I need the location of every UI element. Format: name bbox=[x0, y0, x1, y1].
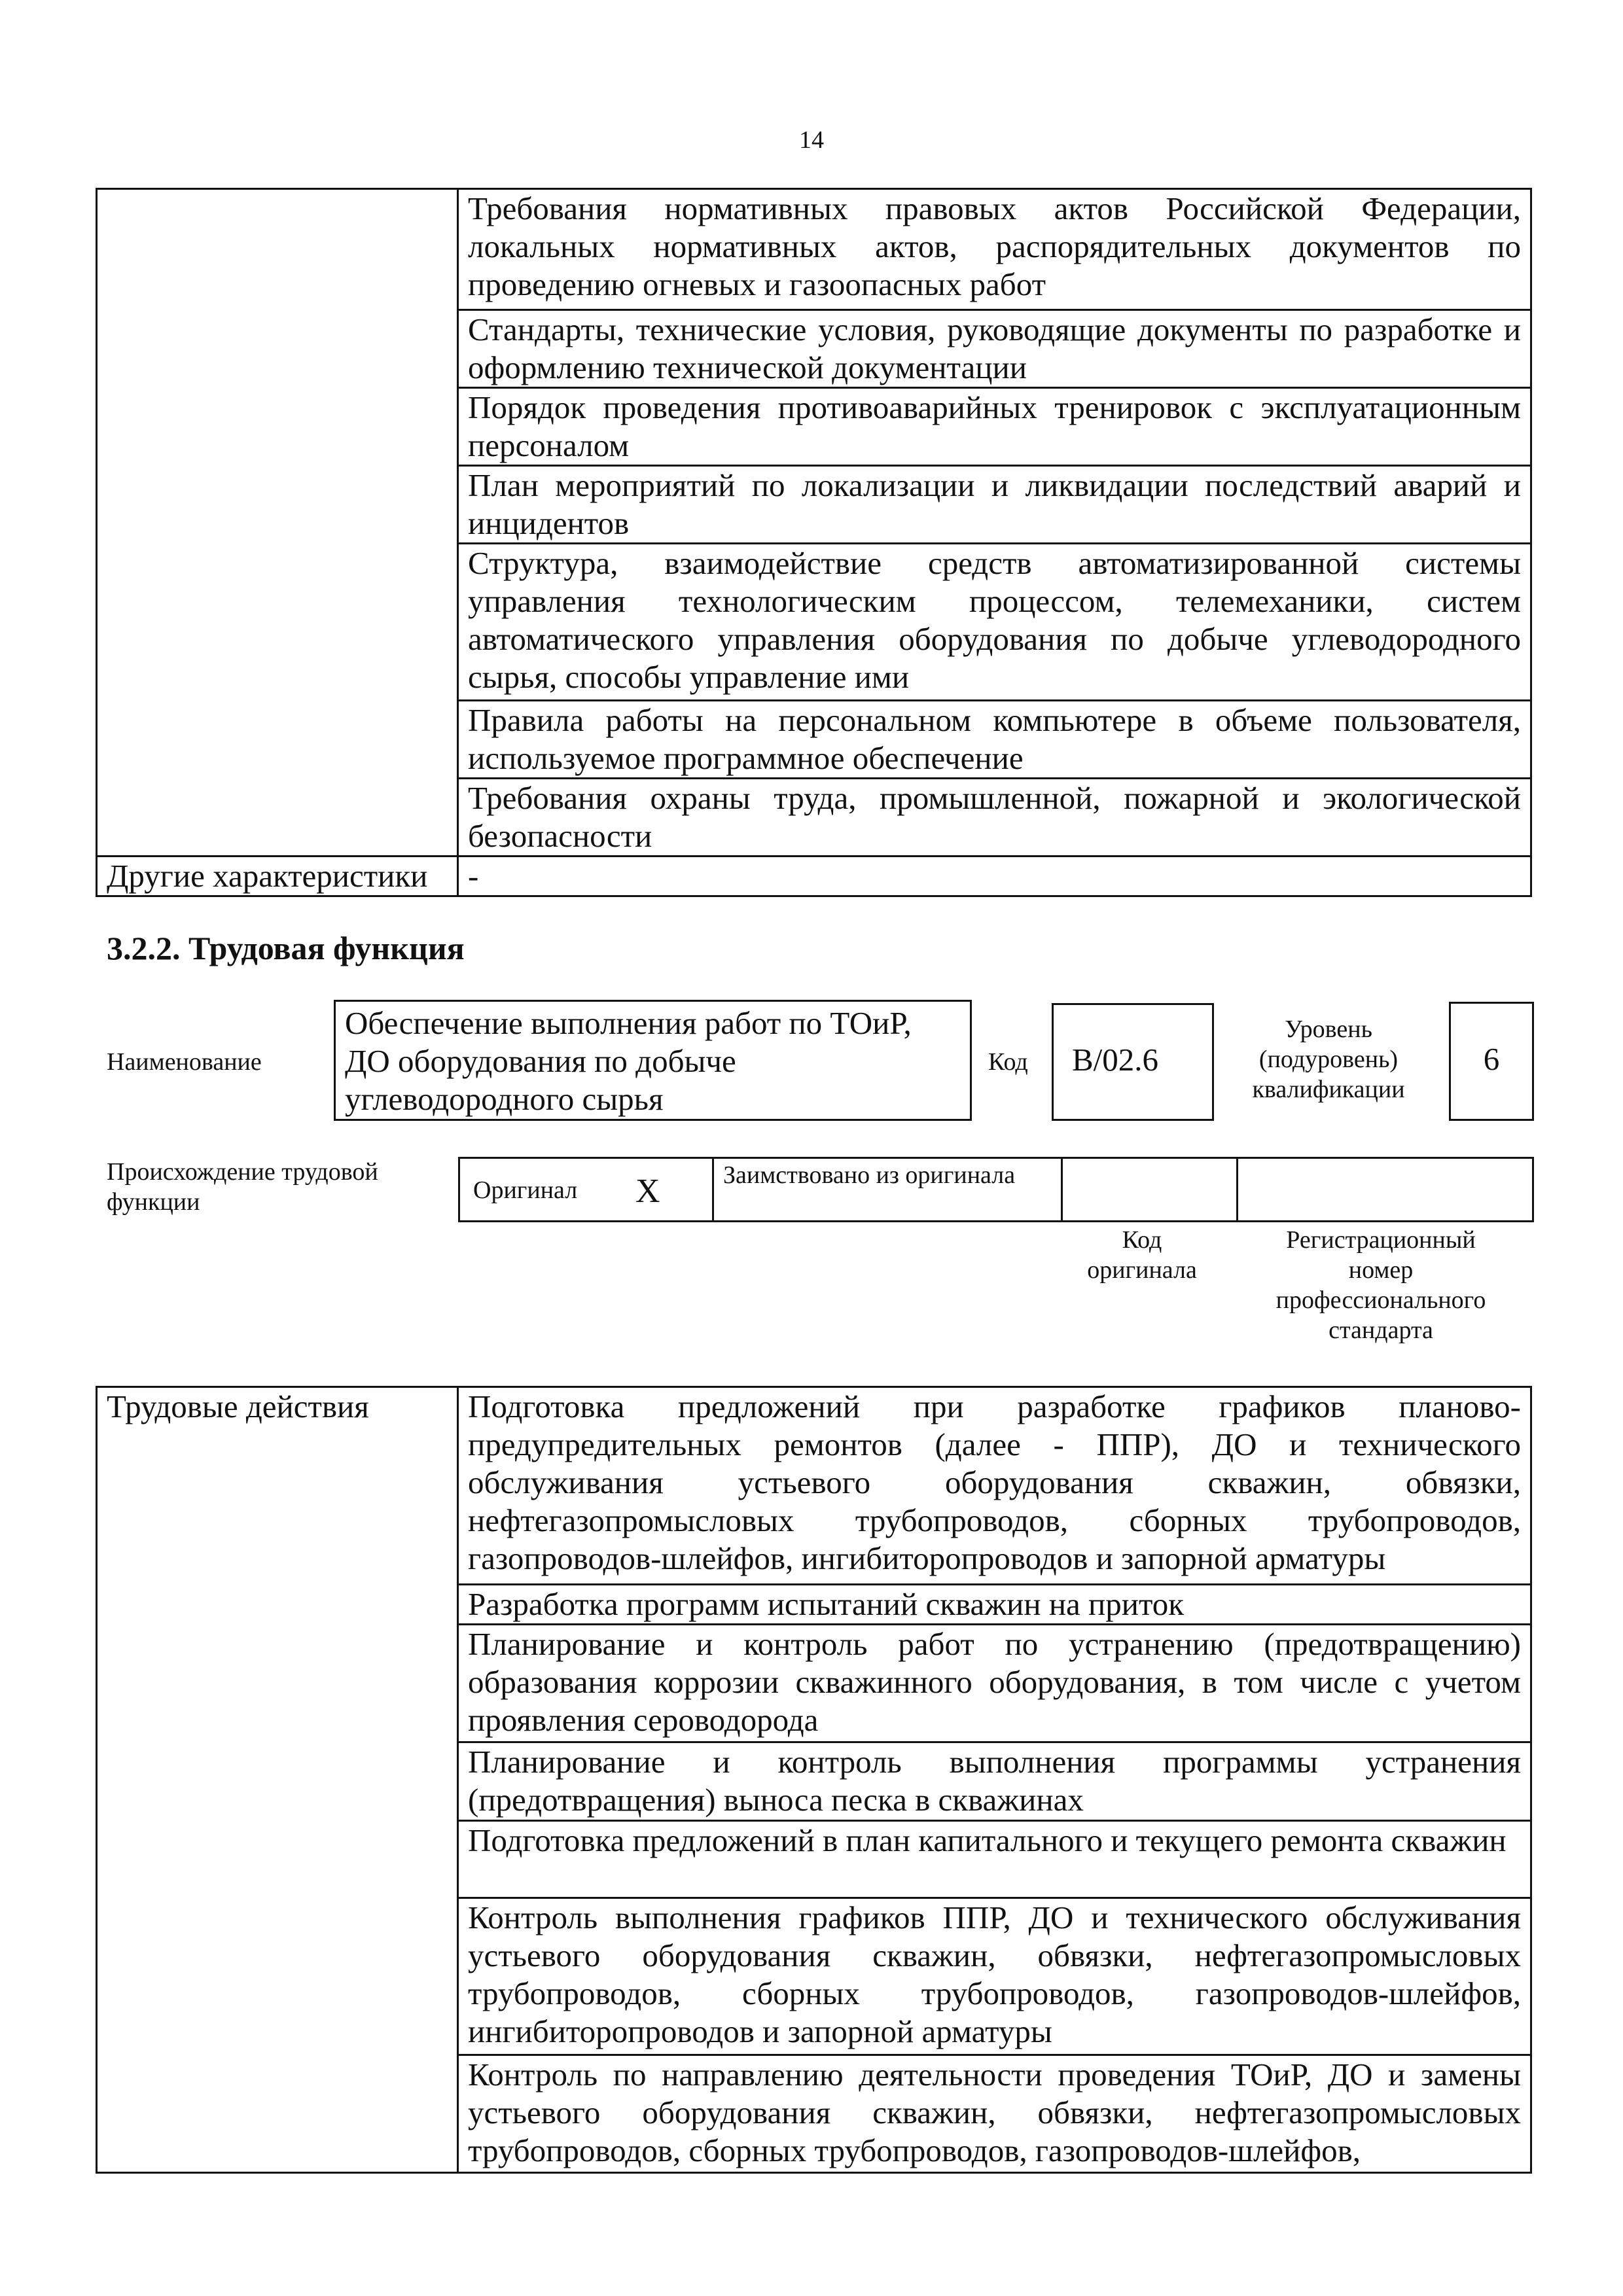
requirement-cell: Стандарты, технические условия, руководящие документы по разработке и оформлению технической документации bbox=[458, 310, 1531, 388]
level-label: Уровень (подуровень) квалификации bbox=[1252, 1016, 1405, 1103]
requirement-cell: Требования нормативных правовых актов Российской Федерации, локальных нормативных актов, распорядительных документов по проведению огневых и газоопасных работ bbox=[458, 189, 1531, 310]
action-cell: Подготовка предложений в план капитального и текущего ремонта скважин bbox=[458, 1821, 1531, 1898]
origin-borrowed-cell bbox=[714, 1159, 1063, 1220]
code-value: B/02.6 bbox=[1072, 1042, 1159, 1078]
origin-row bbox=[458, 1157, 1534, 1222]
origin-original-label: Оригинал bbox=[473, 1176, 578, 1204]
code-label: Код bbox=[988, 1048, 1028, 1076]
action-cell: Разработка программ испытаний скважин на приток bbox=[458, 1585, 1531, 1625]
name-label: Наименование bbox=[107, 1048, 262, 1076]
action-cell: Планирование и контроль работ по устранению (предотвращению) образования коррозии скважинного оборудования, в том числе с учетом проявления сероводорода bbox=[458, 1625, 1531, 1742]
function-name-value: Обеспечение выполнения работ по ТОиР, ДО оборудования по добыче углеводородного сырья bbox=[345, 1005, 912, 1117]
page-number: 14 bbox=[799, 126, 824, 154]
requirement-cell: Порядок проведения противоаварийных тренировок с эксплуатационным персоналом bbox=[458, 388, 1531, 466]
origin-mark: X bbox=[635, 1173, 660, 1210]
labor-actions-label: Трудовые действия bbox=[97, 1387, 458, 2173]
requirement-cell: Требования охраны труда, промышленной, пожарной и экологической безопасности bbox=[458, 779, 1531, 857]
level-box bbox=[1449, 1002, 1534, 1121]
action-cell: Контроль по направлению деятельности проведения ТОиР, ДО и замены устьевого оборудования скважин, обвязки, нефтегазопромысловых трубопроводов, сборных трубопроводов, газопроводов-шлейфов, bbox=[458, 2055, 1531, 2173]
other-characteristics-value: - bbox=[458, 857, 1531, 896]
origin-reg-cell bbox=[1238, 1159, 1534, 1220]
requirement-cell: Структура, взаимодействие средств автоматизированной системы управления технологическим процессом, телемеханики, систем автоматического управления оборудования по добыче углеводородного сырья, способы управление ими bbox=[458, 544, 1531, 701]
action-cell: Подготовка предложений при разработке графиков планово-предупредительных ремонтов (далее - ППР), ДО и технического обслуживания устьевого оборудования скважин, обвязки, нефтегазопромысловых трубопроводов, сборных трубопроводов, газопроводов-шлейфов, ингибиторопроводов и запорной арматуры bbox=[458, 1387, 1531, 1585]
origin-code-caption: Код оригинала bbox=[1087, 1226, 1197, 1284]
knowledge-table bbox=[96, 188, 1532, 897]
empty-label-cell bbox=[97, 189, 458, 857]
section-title: 3.2.2. Трудовая функция bbox=[107, 930, 465, 966]
origin-code-cell bbox=[1063, 1159, 1238, 1220]
level-value: 6 bbox=[1483, 1041, 1500, 1077]
requirement-cell: Правила работы на персональном компьютере в объеме пользователя, используемое программное обеспечение bbox=[458, 701, 1531, 779]
function-name-box bbox=[334, 1000, 972, 1121]
action-cell: Контроль выполнения графиков ППР, ДО и технического обслуживания устьевого оборудования скважин, обвязки, нефтегазопромысловых трубопроводов, сборных трубопроводов, газопроводов-шлейфов, ингибиторопроводов и запорной арматуры bbox=[458, 1898, 1531, 2055]
origin-original-cell bbox=[460, 1159, 714, 1220]
origin-reg-caption: Регистрационный номер профессионального стандарта bbox=[1275, 1226, 1486, 1344]
other-characteristics-label: Другие характеристики bbox=[97, 857, 458, 896]
labor-actions-table bbox=[96, 1386, 1532, 2174]
origin-borrowed-label: Заимствовано из оригинала bbox=[723, 1161, 1016, 1189]
origin-label: Происхождение трудовой функции bbox=[107, 1158, 378, 1216]
action-cell: Планирование и контроль выполнения программы устранения (предотвращения) выноса песка в скважинах bbox=[458, 1742, 1531, 1821]
code-box bbox=[1052, 1003, 1214, 1121]
requirement-cell: План мероприятий по локализации и ликвидации последствий аварий и инцидентов bbox=[458, 466, 1531, 544]
